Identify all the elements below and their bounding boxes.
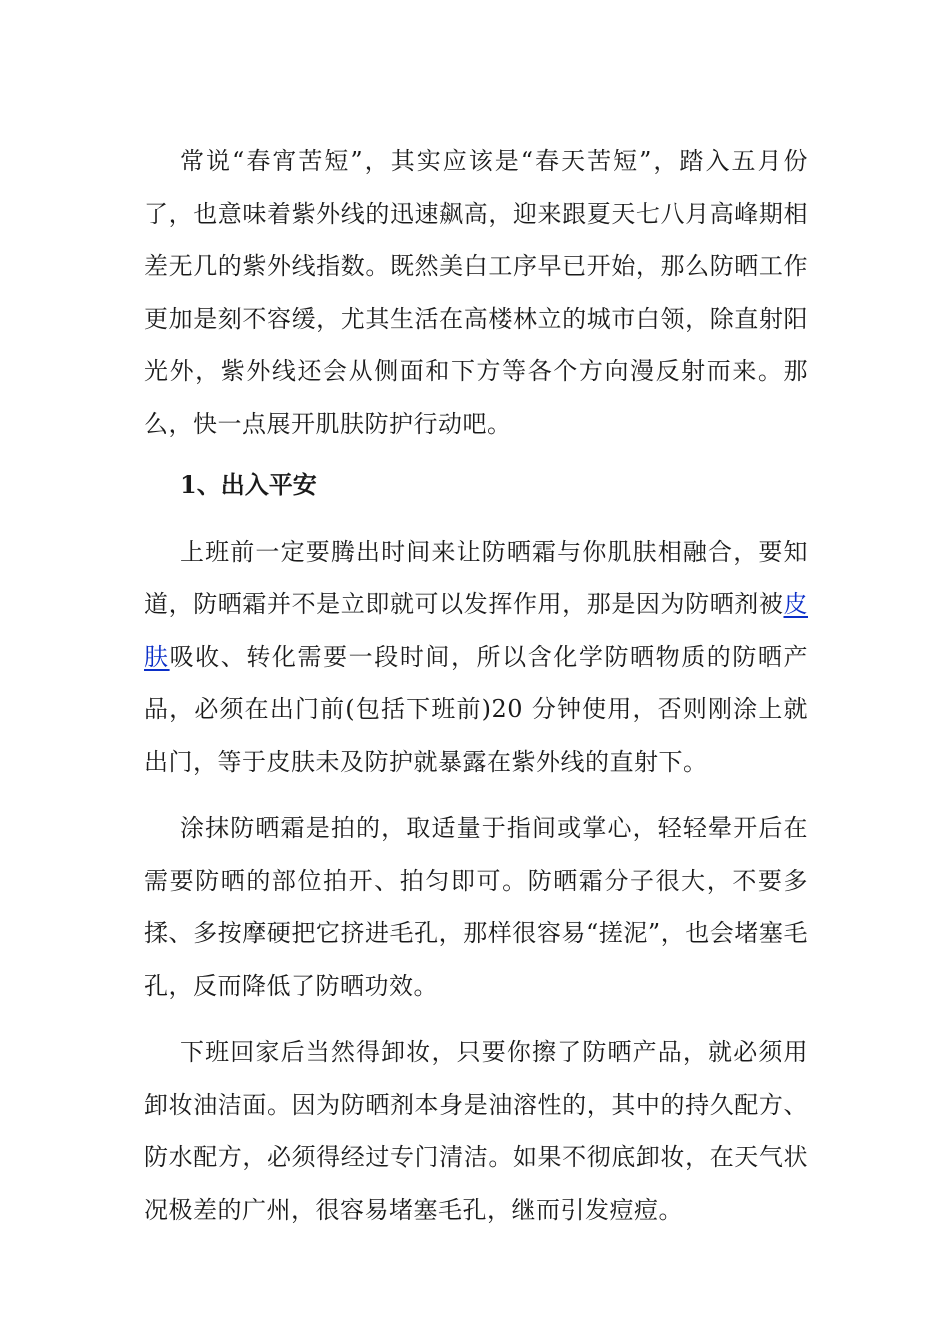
paragraph-text-after-link: 吸收、转化需要一段时间，所以含化学防晒物质的防晒产品，必须在出门前(包括下班前)20 分钟使用，否则刚涂上就出门，等于皮肤未及防护就暴露在紫外线的直射下。	[144, 642, 809, 776]
paragraph-text-before-link: 上班前一定要腾出时间来让防晒霜与你肌肤相融合，要知道，防晒霜并不是立即就可以发挥作用，那是因为防晒剂被	[144, 537, 808, 618]
skin-link[interactable]: 皮肤	[144, 590, 808, 671]
intro-paragraph: 常说“春宵苦短”，其实应该是“春天苦短”，踏入五月份了，也意味着紫外线的迅速飙高，迎来跟夏天七八月高峰期相差无几的紫外线指数。既然美白工序早已开始，那么防晒工作更加是刻不容缓，尤其生活在高楼林立的城市白领，除直射阳光外，紫外线还会从侧面和下方等各个方向漫反射而来。那么，快一点展开肌肤防护行动吧。	[144, 147, 808, 438]
body-paragraph-3: 下班回家后当然得卸妆，只要你擦了防晒产品，就必须用卸妆油洁面。因为防晒剂本身是油溶性的，其中的持久配方、防水配方，必须得经过专门清洁。如果不彻底卸妆，在天气状况极差的广州，很容易堵塞毛孔，继而引发痘痘。	[144, 1038, 808, 1224]
section-heading: 1、出入平安	[180, 470, 317, 499]
spacer	[144, 788, 808, 802]
spacer	[144, 450, 808, 459]
body-paragraph-2: 涂抹防晒霜是拍的，取适量于指间或掌心，轻轻晕开后在需要防晒的部位拍开、拍匀即可。防晒霜分子很大，不要多揉、多按摩硬把它挤进毛孔，那样很容易“搓泥”，也会堵塞毛孔，反而降低了防晒功效。	[144, 814, 808, 1000]
document-body	[144, 135, 808, 1236]
spacer	[144, 512, 808, 526]
spacer	[144, 1012, 808, 1026]
body-paragraph-1	[144, 526, 808, 789]
